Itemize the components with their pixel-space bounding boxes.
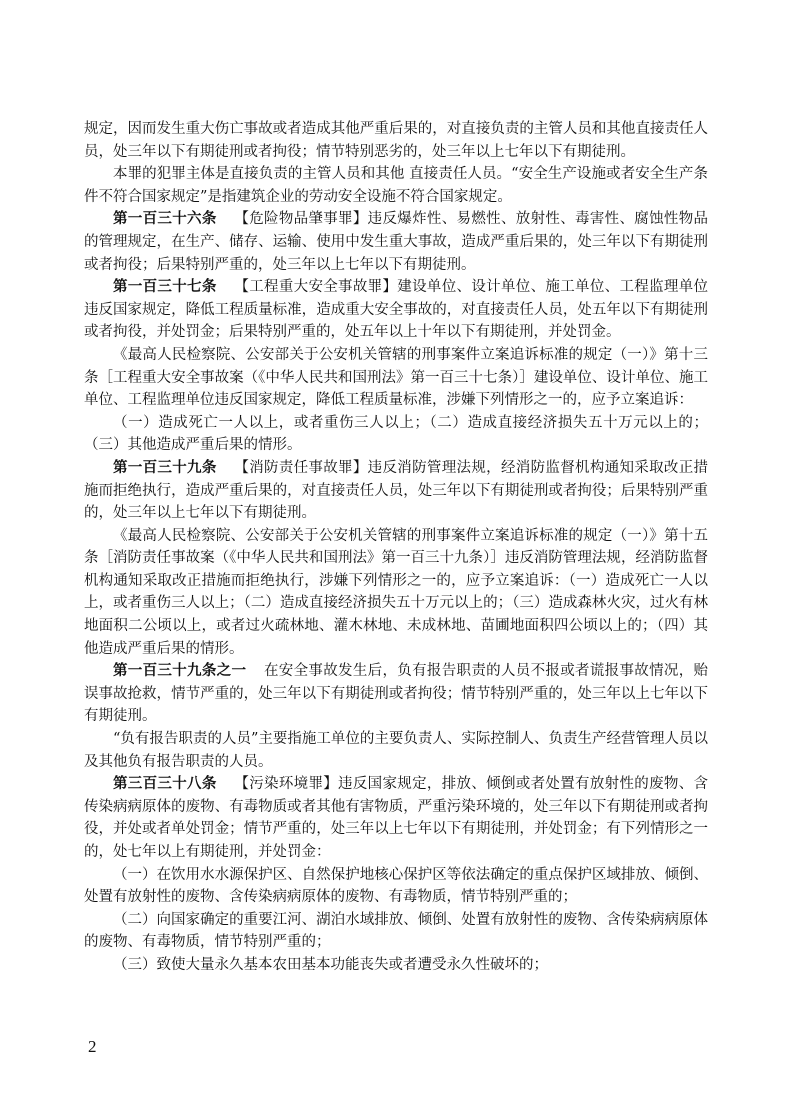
paragraph-text: （二）向国家确定的重要江河、湖泊水域排放、倾倒、处置有放射性的废物、含传染病病原体的废物、有毒物质，情节特别严重的； [84, 911, 708, 951]
article-text: 【危险物品肇事罪】违反爆炸性、易燃性、放射性、毒害性、腐蚀性物品的管理规定，在生产、储存、运输、使用中发生重大事故，造成严重后果的，处三年以下有期徒刑或者拘役；后果特别严重的，处三年以上七年以下有期徒刑。 [84, 211, 709, 273]
paragraph-text: 本罪的犯罪主体是直接负责的主管人员和其他 直接责任人员。“安全生产设施或者安全生产条件不符合国家规定”是指建筑企业的劳动安全设施不符合国家规定。 [84, 166, 708, 205]
article-number: 第一百三十九条之一 [113, 663, 247, 680]
article-338 [84, 773, 708, 863]
paragraph-text: 《最高人民检察院、公安部关于公安机关管辖的刑事案件立案追诉标准的规定（一）》第十三条［工程重大安全事故案（《中华人民共和国刑法》第一百三十七条）］建设单位、设计单位、施工单位、工程监理单位违反国家规定，降低工程质量标准，涉嫌下列情形之一的，应予立案追诉： [84, 346, 708, 409]
list-item-2 [84, 909, 708, 954]
article-number: 第三百三十八条 [113, 776, 217, 793]
paragraph-text: “负有报告职责的人员”主要指施工单位的主要负责人、实际控制人、负责生产经营管理人员以及其他负有报告职责的人员。 [84, 731, 708, 770]
paragraph-text: 规定，因而发生重大伤亡事故或者造成其他严重后果的，对直接负责的主管人员和其他直接责任人员，处三年以下有期徒刑或者拘役；情节特别恶劣的，处三年以上七年以下有期徒刑。 [84, 121, 708, 160]
paragraph-text: （一）在饮用水水源保护区、自然保护地核心保护区等依法确定的重点保护区域排放、倾倒、处置有放射性的废物、含传染病病原体的废物、有毒物质，情节特别严重的； [84, 866, 708, 906]
paragraph-text: 《最高人民检察院、公安部关于公安机关管辖的刑事案件立案追诉标准的规定（一）》第十五条［消防责任事故案（《中华人民共和国刑法》第一百三十九条）］违反消防管理法规，经消防监督机构通知采取改正措施而拒绝执行，涉嫌下列情形之一的，应予立案追诉：（一）造成死亡一人以上，或者重伤三人以上；（二）造成直接经济损失五十万元以上的；（三）造成森林火灾，过火有林地面积二公顷以上，或者过火疏林地、灌木林地、未成林地、苗圃地面积四公顷以上的；（四）其他造成严重后果的情形。 [84, 527, 708, 657]
paragraph-conditions-13 [84, 412, 708, 457]
paragraph-prosecution-standard-13 [84, 344, 708, 412]
article-text: 【工程重大安全事故罪】建设单位、设计单位、施工单位、工程监理单位违反国家规定，降低工程质量标准，造成重大安全事故的，对直接责任人员，处五年以下有期徒刑或者拘役，并处罚金；后果特别严重的，处五年以上十年以下有期徒刑，并处罚金。 [84, 279, 709, 341]
article-136 [84, 208, 708, 276]
article-text: 在安全事故发生后，负有报告职责的人员不报或者谎报事故情况，贻误事故抢救，情节严重的，处三年以下有期徒刑或者拘役；情节特别严重的，处三年以上七年以下有期徒刑。 [84, 663, 708, 725]
paragraph-reporting-definition [84, 728, 708, 773]
article-number: 第一百三十九条 [113, 459, 217, 476]
document-body [84, 118, 708, 977]
article-139 [84, 457, 708, 525]
article-139-1 [84, 660, 708, 728]
article-number: 第一百三十七条 [113, 279, 217, 296]
paragraph-crime-subject [84, 163, 708, 208]
article-137 [84, 276, 708, 344]
article-number: 第一百三十六条 [113, 211, 217, 228]
page-number: 2 [88, 1037, 97, 1056]
paragraph-text: （三）致使大量永久基本农田基本功能丧失或者遭受永久性破坏的； [113, 956, 548, 973]
paragraph-prosecution-standard-15 [84, 525, 708, 661]
article-text: 【污染环境罪】违反国家规定，排放、倾倒或者处置有放射性的废物、含传染病病原体的废物、有毒物质或者其他有害物质，严重污染环境的，处三年以下有期徒刑或者拘役，并处或者单处罚金；情节严重的，处三年以上七年以下有期徒刑，并处罚金；有下列情形之一的，处七年以上有期徒刑，并处罚金： [84, 776, 709, 860]
article-text: 【消防责任事故罪】违反消防管理法规，经消防监督机构通知采取改正措施而拒绝执行，造成严重后果的，对直接责任人员，处三年以下有期徒刑或者拘役；后果特别严重的，处三年以上七年以下有期徒刑。 [84, 459, 709, 522]
paragraph-continuation [84, 118, 708, 163]
paragraph-text: （一）造成死亡一人以上，或者重伤三人以上；（二）造成直接经济损失五十万元以上的；（三）其他造成严重后果的情形。 [84, 414, 708, 454]
list-item-1 [84, 864, 708, 909]
list-item-3 [84, 954, 708, 977]
